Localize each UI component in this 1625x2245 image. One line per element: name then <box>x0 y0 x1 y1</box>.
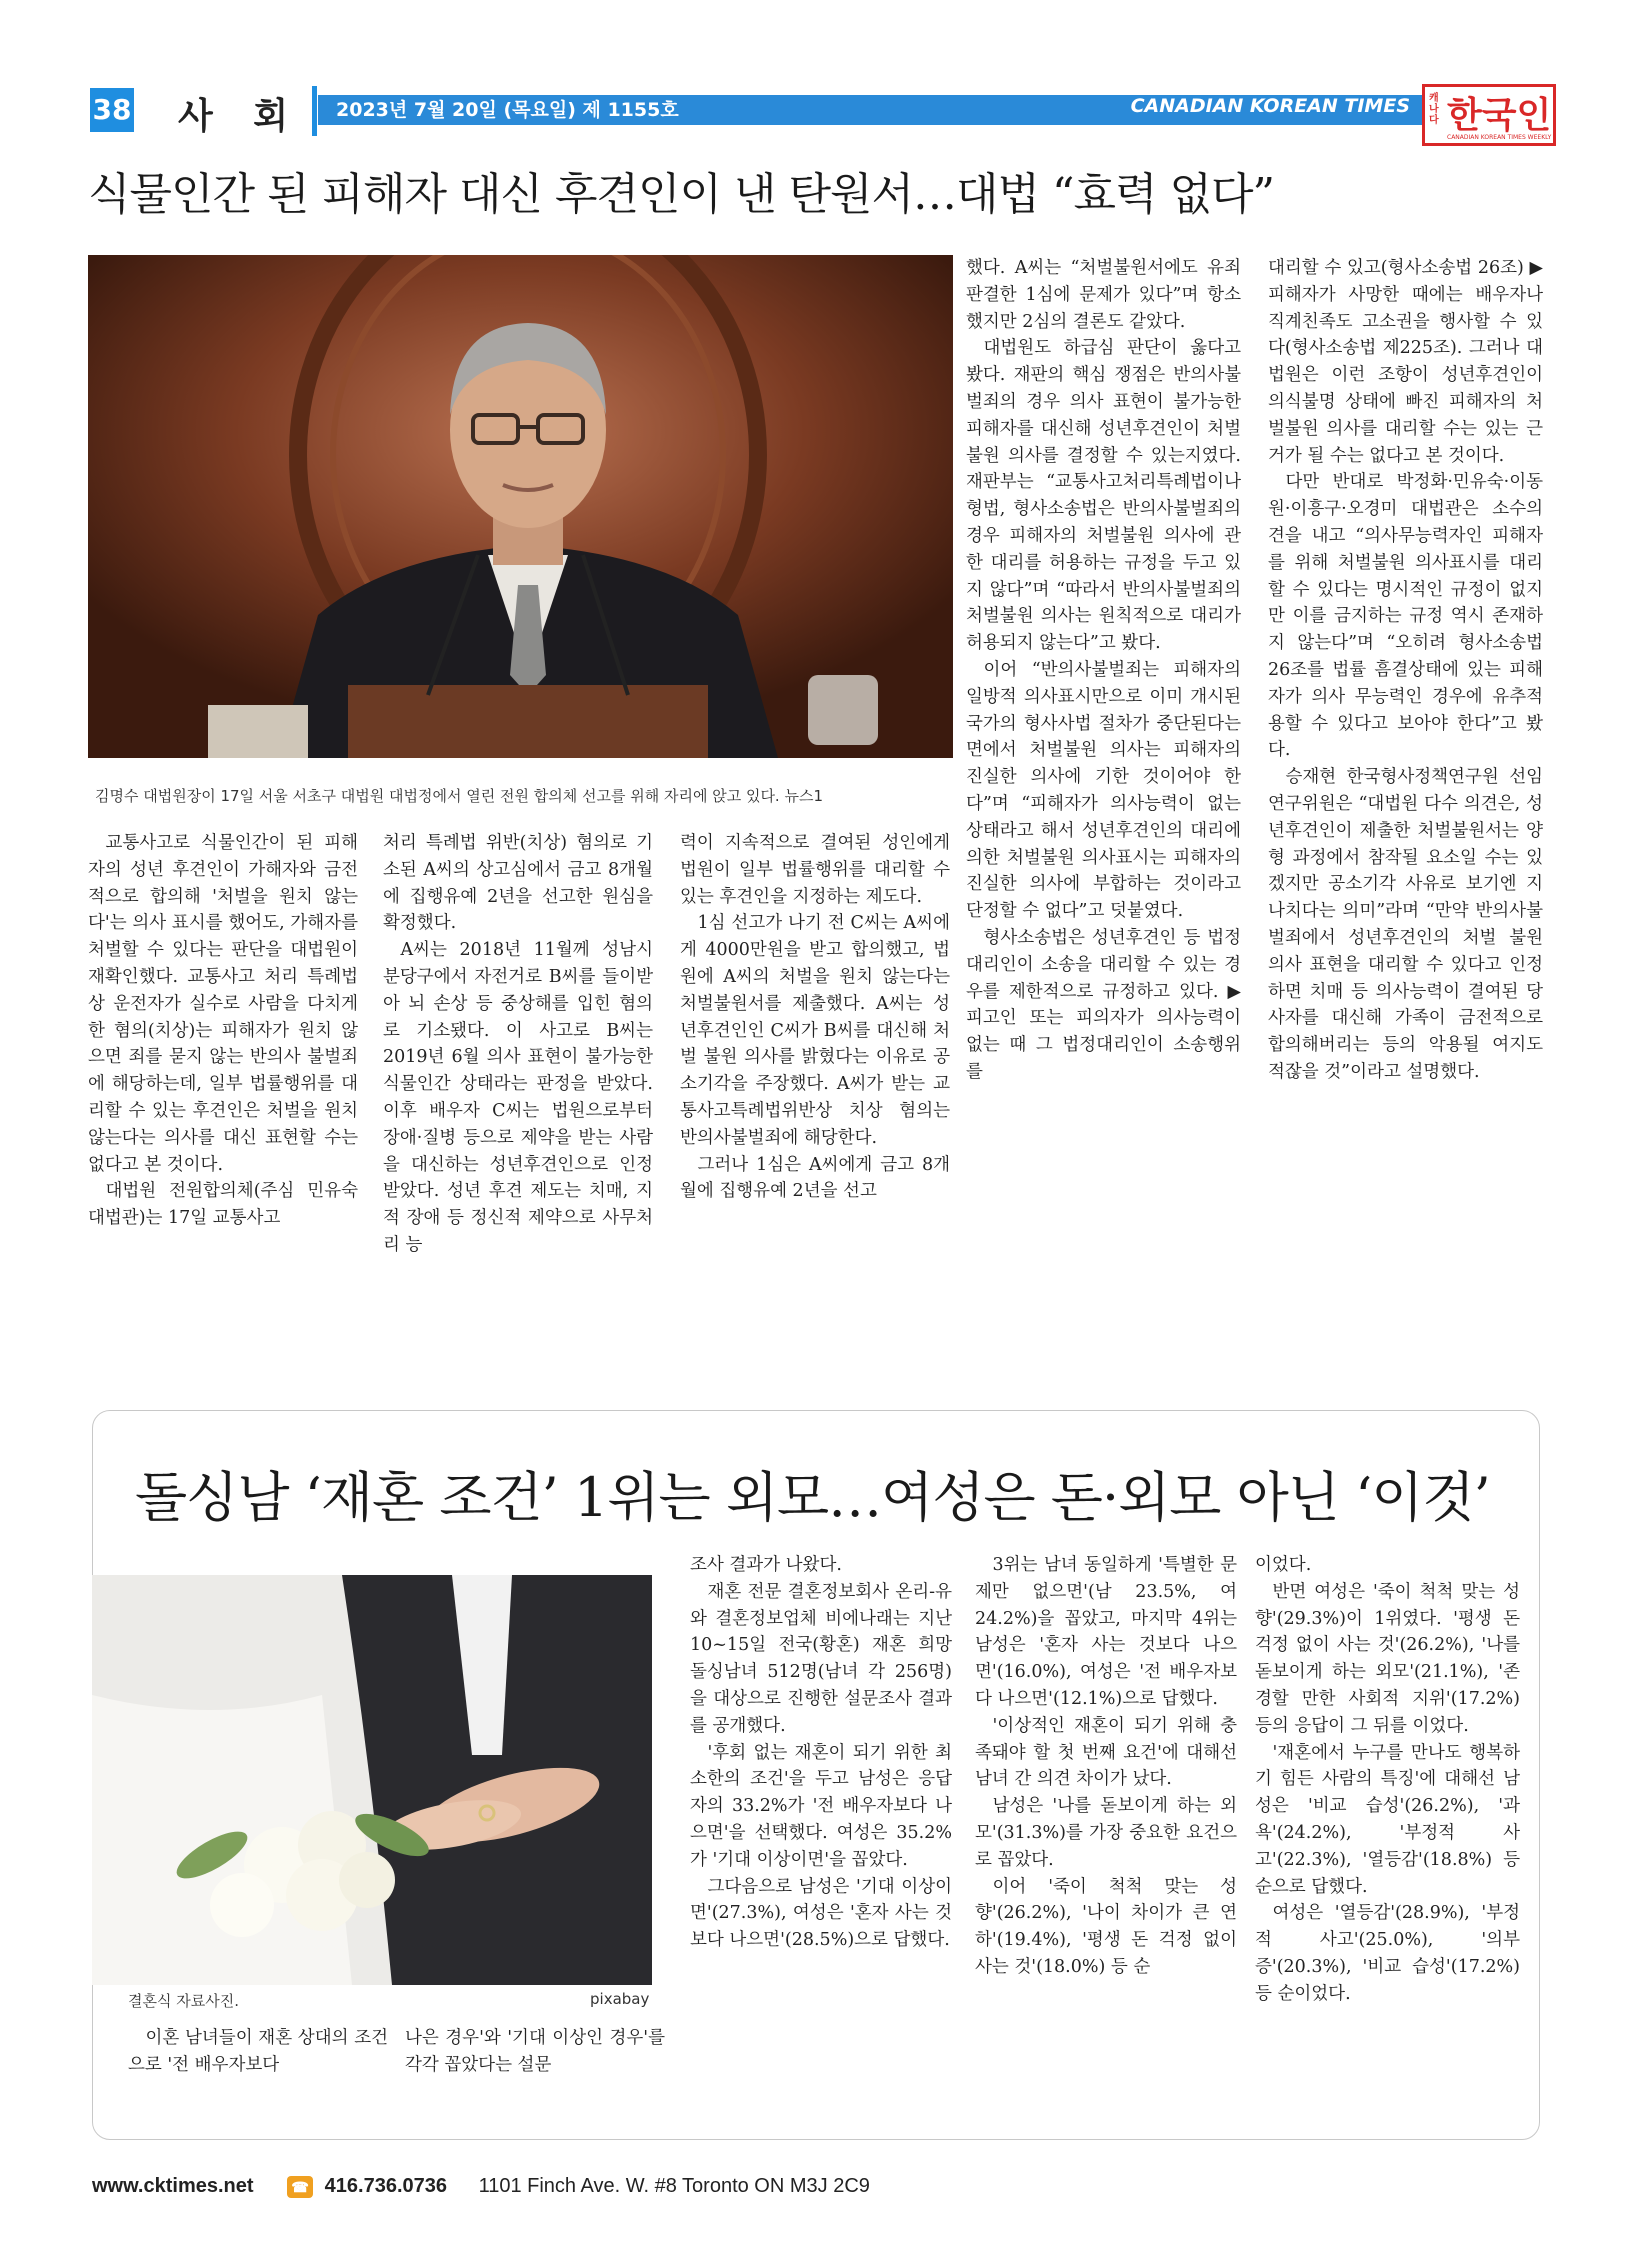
paragraph: 나은 경우'와 '기대 이상인 경우'를 각각 꼽았다는 설문 <box>405 2028 665 2075</box>
paragraph: 반면 여성은 '죽이 척척 맞는 성향'(29.3%)이 1위였다. '평생 돈 걱정 없이 사는 것'(26.2%), '나를 돋보이게 하는 외모'(21.1%), '존경할 만한 사회적 지위'(17.2%) 등의 응답이 그 뒤를 이었다. <box>1255 1581 1520 1736</box>
logo-main-text: 한국인 <box>1447 95 1552 136</box>
paper-logo[interactable] <box>1422 84 1556 146</box>
article2-caption: 결혼식 자료사진. <box>128 1992 239 2010</box>
header-divider <box>312 86 317 136</box>
paragraph: '재혼에서 누구를 만나도 행복하기 힘든 사람의 특징'에 대해선 남성은 '비교 습성'(26.2%), '과욕'(24.2%), '부정적 사고'(22.3%), '열등감'(18.8%) 등 순으로 답했다. <box>1255 1742 1520 1897</box>
article2-column-3 <box>690 1552 952 1954</box>
article1-photo <box>88 255 953 758</box>
article1-column-4 <box>966 255 1241 1086</box>
paragraph: 조사 결과가 나왔다. <box>690 1555 842 1575</box>
paragraph: 대법원 전원합의체(주심 민유숙 대법관)는 17일 교통사고 <box>88 1181 358 1229</box>
footer-website-link[interactable]: www.cktimes.net <box>92 2175 254 2197</box>
article2-headline: 돌싱남 ‘재혼 조건’ 1위는 외모…여성은 돈·외모 아닌 ‘이것’ <box>135 1466 1490 1529</box>
footer <box>92 2175 870 2198</box>
paragraph: 여성은 '열등감'(28.9%), '부정적 사고'(25.0%), '의부증'(20.3%), '비교 습성'(17.2%) 등 순이었다. <box>1255 1903 1520 2004</box>
logo-side-text: 캐나다 <box>1429 93 1439 126</box>
paper-name: CANADIAN KOREAN TIMES <box>1130 95 1410 117</box>
article1-caption: 김명수 대법원장이 17일 서울 서초구 대법원 대법정에서 열린 전원 합의체 선고를 위해 자리에 앉고 있다. 뉴스1 <box>95 787 823 805</box>
article1-column-1 <box>88 830 358 1232</box>
paragraph: 남성은 '나를 돋보이게 하는 외모'(31.3%)를 가장 중요한 요건으로 꼽았다. <box>975 1796 1237 1870</box>
article1-column-3 <box>680 830 950 1205</box>
paragraph: 교통사고로 식물인간이 된 피해자의 성년 후견인이 가해자와 금전적으로 합의해 '처벌을 원치 않는다'는 의사 표시를 했어도, 가해자를 처벌할 수 있다는 판단을 대법원이 재확인했다. 교통사고 처리 특례법상 운전자가 실수로 사람을 다치게 한 혐의(치상)는 피해자가 원치 않으면 죄를 묻지 않는 반의사 불벌죄에 해당하는데, 일부 법률행위를 대리할 수 있는 후견인은 처벌을 원치 않는다는 의사를 대신 표현할 수는 없다고 본 것이다. <box>88 833 358 1175</box>
article1-column-2 <box>383 830 653 1259</box>
paragraph: 그다음으로 남성은 '기대 이상이면'(27.3%), 여성은 '혼자 사는 것보다 나으면'(28.5%)으로 답했다. <box>690 1876 952 1951</box>
phone-icon: ☎ <box>287 2176 313 2198</box>
judge-photo-illustration <box>88 255 953 758</box>
paragraph: '이상적인 재혼이 되기 위해 충족돼야 할 첫 번째 요건'에 대해선 남녀 간 의견 차이가 났다. <box>975 1715 1237 1790</box>
article2-column-1 <box>128 2025 388 2079</box>
paragraph: 처리 특례법 위반(치상) 혐의로 기소된 A씨의 상고심에서 금고 8개월에 집행유예 2년을 선고한 원심을 확정했다. <box>383 833 653 934</box>
article2-photo-credit: pixabay <box>590 1990 650 2008</box>
paragraph: 형사소송법은 성년후견인 등 법정대리인이 소송을 대리할 수 있는 경우를 제한적으로 규정하고 있다. ▶피고인 또는 피의자가 의사능력이 없는 때 그 법정대리인이 소송행위를 <box>966 927 1241 1082</box>
logo-sub-text: CANADIAN KOREAN TIMES WEEKLY <box>1447 134 1552 141</box>
issue-date: 2023년 7월 20일 (목요일) 제 1155호 <box>336 99 679 121</box>
paragraph: 이어 '죽이 척척 맞는 성향'(26.2%), '나이 차이가 큰 연하'(19.4%), '평생 돈 걱정 없이 사는 것'(18.0%) 등 순 <box>975 1876 1237 1977</box>
paragraph: 그러나 1심은 A씨에게 금고 8개월에 집행유예 2년을 선고 <box>680 1154 950 1202</box>
article2-column-4 <box>975 1552 1237 1981</box>
wedding-photo-illustration <box>92 1575 652 1985</box>
article2-column-2 <box>405 2025 665 2079</box>
paragraph: 이어 “반의사불벌죄는 피해자의 일방적 의사표시만으로 이미 개시된 국가의 형사사법 절차가 중단된다는 면에서 처벌불원 의사는 피해자의 진실한 의사에 기한 것이어야 한다”며 “피해자가 의사능력이 없는 상태라고 해서 성년후견인의 대리에 의한 처벌불원 의사표시는 피해자의 진실한 의사에 부합하는 것이라고 단정할 수 없다”고 덧붙였다. <box>966 659 1241 922</box>
page-number: 38 <box>90 88 134 132</box>
paragraph: A씨는 2018년 11월께 성남시 분당구에서 자전거로 B씨를 들이받아 뇌 손상 등 중상해를 입힌 혐의로 기소됐다. 이 사고로 B씨는 2019년 6월 의사 표현이 불가능한 식물인간 상태라는 판정을 받았다. 이후 배우자 C씨는 법원으로부터 장애·질병 등으로 제약을 받는 사람을 대신하는 성년후견인으로 인정받았다. 성년 후견 제도는 치매, 지적 장애 등 정신적 제약으로 사무처리 능 <box>383 940 653 1255</box>
paragraph: 대리할 수 있고(형사소송법 26조) ▶피해자가 사망한 때에는 배우자나 직계친족도 고소권을 행사할 수 있다(형사소송법 제225조). 그러나 대법원은 이런 조항이 성년후견인이 의식불명 상태에 빠진 피해자의 처벌불원 의사를 대리할 수는 있는 근거가 될 수는 없다고 본 것이다. <box>1268 258 1543 466</box>
paragraph: 재혼 전문 결혼정보회사 온리-유와 결혼정보업체 비에나래는 지난 10~15일 전국(황혼) 재혼 희망 돌싱남녀 512명(남녀 각 256명)을 대상으로 진행한 설문조사 결과를 공개했다. <box>690 1581 952 1736</box>
paragraph: 다만 반대로 박정화·민유숙·이동원·이흥구·오경미 대법관은 소수의견을 내고 “의사무능력자인 피해자를 위해 처벌불원 의사표시를 대리할 수 있다는 명시적인 규정이 없지만 이를 금지하는 규정 역시 존재하지 않는다”며 “오히려 형사소송법 26조를 법률 흠결상태에 있는 피해자가 의사 무능력인 경우에 유추적용할 수 있다고 보아야 한다”고 봤다. <box>1268 472 1543 761</box>
paragraph: 이혼 남녀들이 재혼 상대의 조건으로 '전 배우자보다 <box>128 2028 388 2075</box>
paragraph: 1심 선고가 나기 전 C씨는 A씨에게 4000만원을 받고 합의했고, 법원에 A씨의 처벌을 원치 않는다는 처벌불원서를 제출했다. A씨는 성년후견인인 C씨가 B씨를 대신해 처벌 불원 의사를 밝혔다는 이유로 공소기각을 주장했다. A씨가 받는 교통사고특례법위반상 치상 혐의는 반의사불벌죄에 해당한다. <box>680 913 950 1148</box>
article2-column-5 <box>1255 1552 1520 2008</box>
paragraph: 했다. A씨는 “처벌불원서에도 유죄 판결한 1심에 문제가 있다”며 항소했지만 2심의 결론도 같았다. <box>966 258 1241 332</box>
article1-column-5 <box>1268 255 1543 1086</box>
paragraph: '후회 없는 재혼이 되기 위한 최소한의 조건'을 두고 남성은 응답자의 33.2%가 '전 배우자보다 나으면'을 선택했다. 여성은 35.2%가 '기대 이상이면'을 꼽았다. <box>690 1742 952 1870</box>
article1-headline: 식물인간 된 피해자 대신 후견인이 낸 탄원서…대법 “효력 없다” <box>88 169 1274 220</box>
footer-phone[interactable]: 416.736.0736 <box>324 2175 448 2197</box>
article2-photo <box>92 1575 652 1985</box>
section-title: 사 회 <box>178 96 303 137</box>
paragraph: 대법원도 하급심 판단이 옳다고 봤다. 재판의 핵심 쟁점은 반의사불벌죄의 경우 의사 표현이 불가능한 피해자를 대신해 성년후견인이 처벌 불원 의사를 결정할 수 있는지였다. 재판부는 “교통사고처리특례법이나 형법, 형사소송법은 반의사불벌죄의 경우 피해자의 처벌불원 의사에 관한 대리를 허용하는 규정을 두고 있지 않다”며 “따라서 반의사불벌죄의 처벌불원 의사는 원칙적으로 대리가 허용되지 않는다”고 봤다. <box>966 338 1241 654</box>
paragraph: 력이 지속적으로 결여된 성인에게 법원이 일부 법률행위를 대리할 수 있는 후견인을 지정하는 제도다. <box>680 833 950 907</box>
paragraph: 승재현 한국형사정책연구원 선임연구위원은 “대법원 다수 의견은, 성년후견인이 제출한 처벌불원서는 양형 과정에서 참작될 요소일 수는 있겠지만 공소기각 사유로 보기엔 지나치다는 의미”라며 “만약 반의사불벌죄에서 성년후견인의 처벌 불원 의사 표현을 대리할 수 있다고 인정하면 치매 등 의사능력이 결여된 당사자를 대신해 가족이 금전적으로 합의해버리는 등의 악용될 여지도 적잖을 것”이라고 설명했다. <box>1268 767 1543 1082</box>
paragraph: 3위는 남녀 동일하게 '특별한 문제만 없으면'(남 23.5%, 여 24.2%)을 꼽았고, 마지막 4위는 남성은 '혼자 사는 것보다 나으면'(16.0%), 여성은 '전 배우자보다 나으면'(12.1%)으로 답했다. <box>975 1555 1237 1709</box>
paragraph: 이었다. <box>1255 1555 1312 1575</box>
footer-address: 1101 Finch Ave. W. #8 Toronto ON M3J 2C9 <box>478 2175 870 2197</box>
